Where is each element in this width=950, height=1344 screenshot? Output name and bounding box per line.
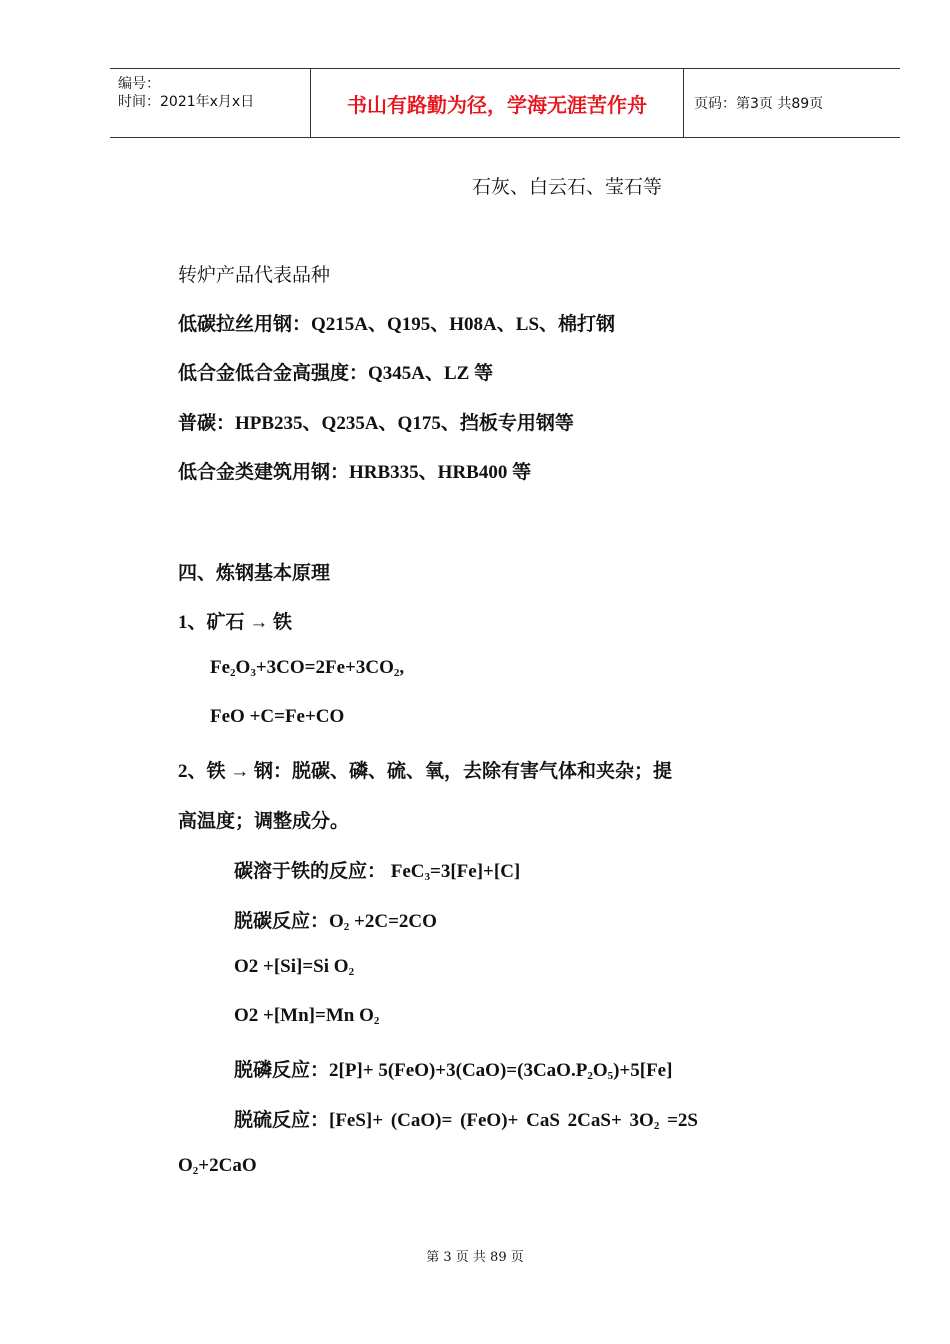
equation-feo: FeO +C=Fe+CO	[210, 706, 345, 727]
header-date: 时间：2021年x月x日	[118, 94, 255, 110]
header-meta	[110, 69, 311, 137]
dephosphorization-reaction: 脱磷反应：$2[P]+ 5(FeO)+3(CaO)=(3CaO.P_2O_5)+5[Fe]$	[234, 1060, 673, 1082]
page-footer: 第 3 页 共 89 页	[426, 1250, 524, 1265]
header-number: 编号：	[118, 76, 160, 92]
step2-continued: 高温度；调整成分。	[178, 811, 350, 832]
equation-fe2o3: $Fe_2O_3+3CO=2Fe+3CO_2$,	[210, 657, 405, 679]
building-steel-line: 低合金类建筑用钢：HRB335、HRB400 等	[178, 462, 532, 483]
step1-line: 1、矿石 → 铁	[178, 612, 293, 633]
products-title: 转炉产品代表品种	[178, 265, 331, 286]
carbon-dissolve-reaction: 碳溶于铁的反应： FeC$_3$=3[Fe]+[C]	[234, 861, 521, 883]
decarburization-reaction: 脱碳反应：$O_2 +2C=2CO$	[234, 911, 437, 933]
header-motto: 书山有路勤为径，学海无涯苦作舟	[311, 69, 684, 137]
page-header	[110, 68, 900, 138]
low-alloy-line: 低合金低合金高强度：Q345A、LZ 等	[178, 363, 494, 384]
header-page-info: 页码：第3页 共89页	[694, 96, 824, 112]
low-carbon-line: 低碳拉丝用钢：Q215A、Q195、H08A、LS、棉打钢	[178, 314, 616, 335]
silicon-oxidation: O2 +[Si]=Si $O_2$	[234, 956, 355, 978]
manganese-oxidation: O2 +[Mn]=Mn $O_2$	[234, 1005, 380, 1027]
step2-line: 2、铁 → 钢：脱碳、磷、硫、氧，去除有害气体和夹杂；提	[178, 761, 673, 782]
flux-line: 石灰、白云石、莹石等	[472, 177, 663, 198]
desulfurization-reaction: 脱硫反应：[FeS]+ (CaO)= (FeO)+ CaS $2CaS+ 3O_2 =2S$	[234, 1110, 698, 1132]
desulfurization-continued: $O_2+2CaO$	[178, 1155, 257, 1177]
plain-carbon-line: 普碳：HPB235、Q235A、Q175、挡板专用钢等	[178, 413, 574, 434]
section-heading: 四、炼钢基本原理	[178, 563, 331, 584]
